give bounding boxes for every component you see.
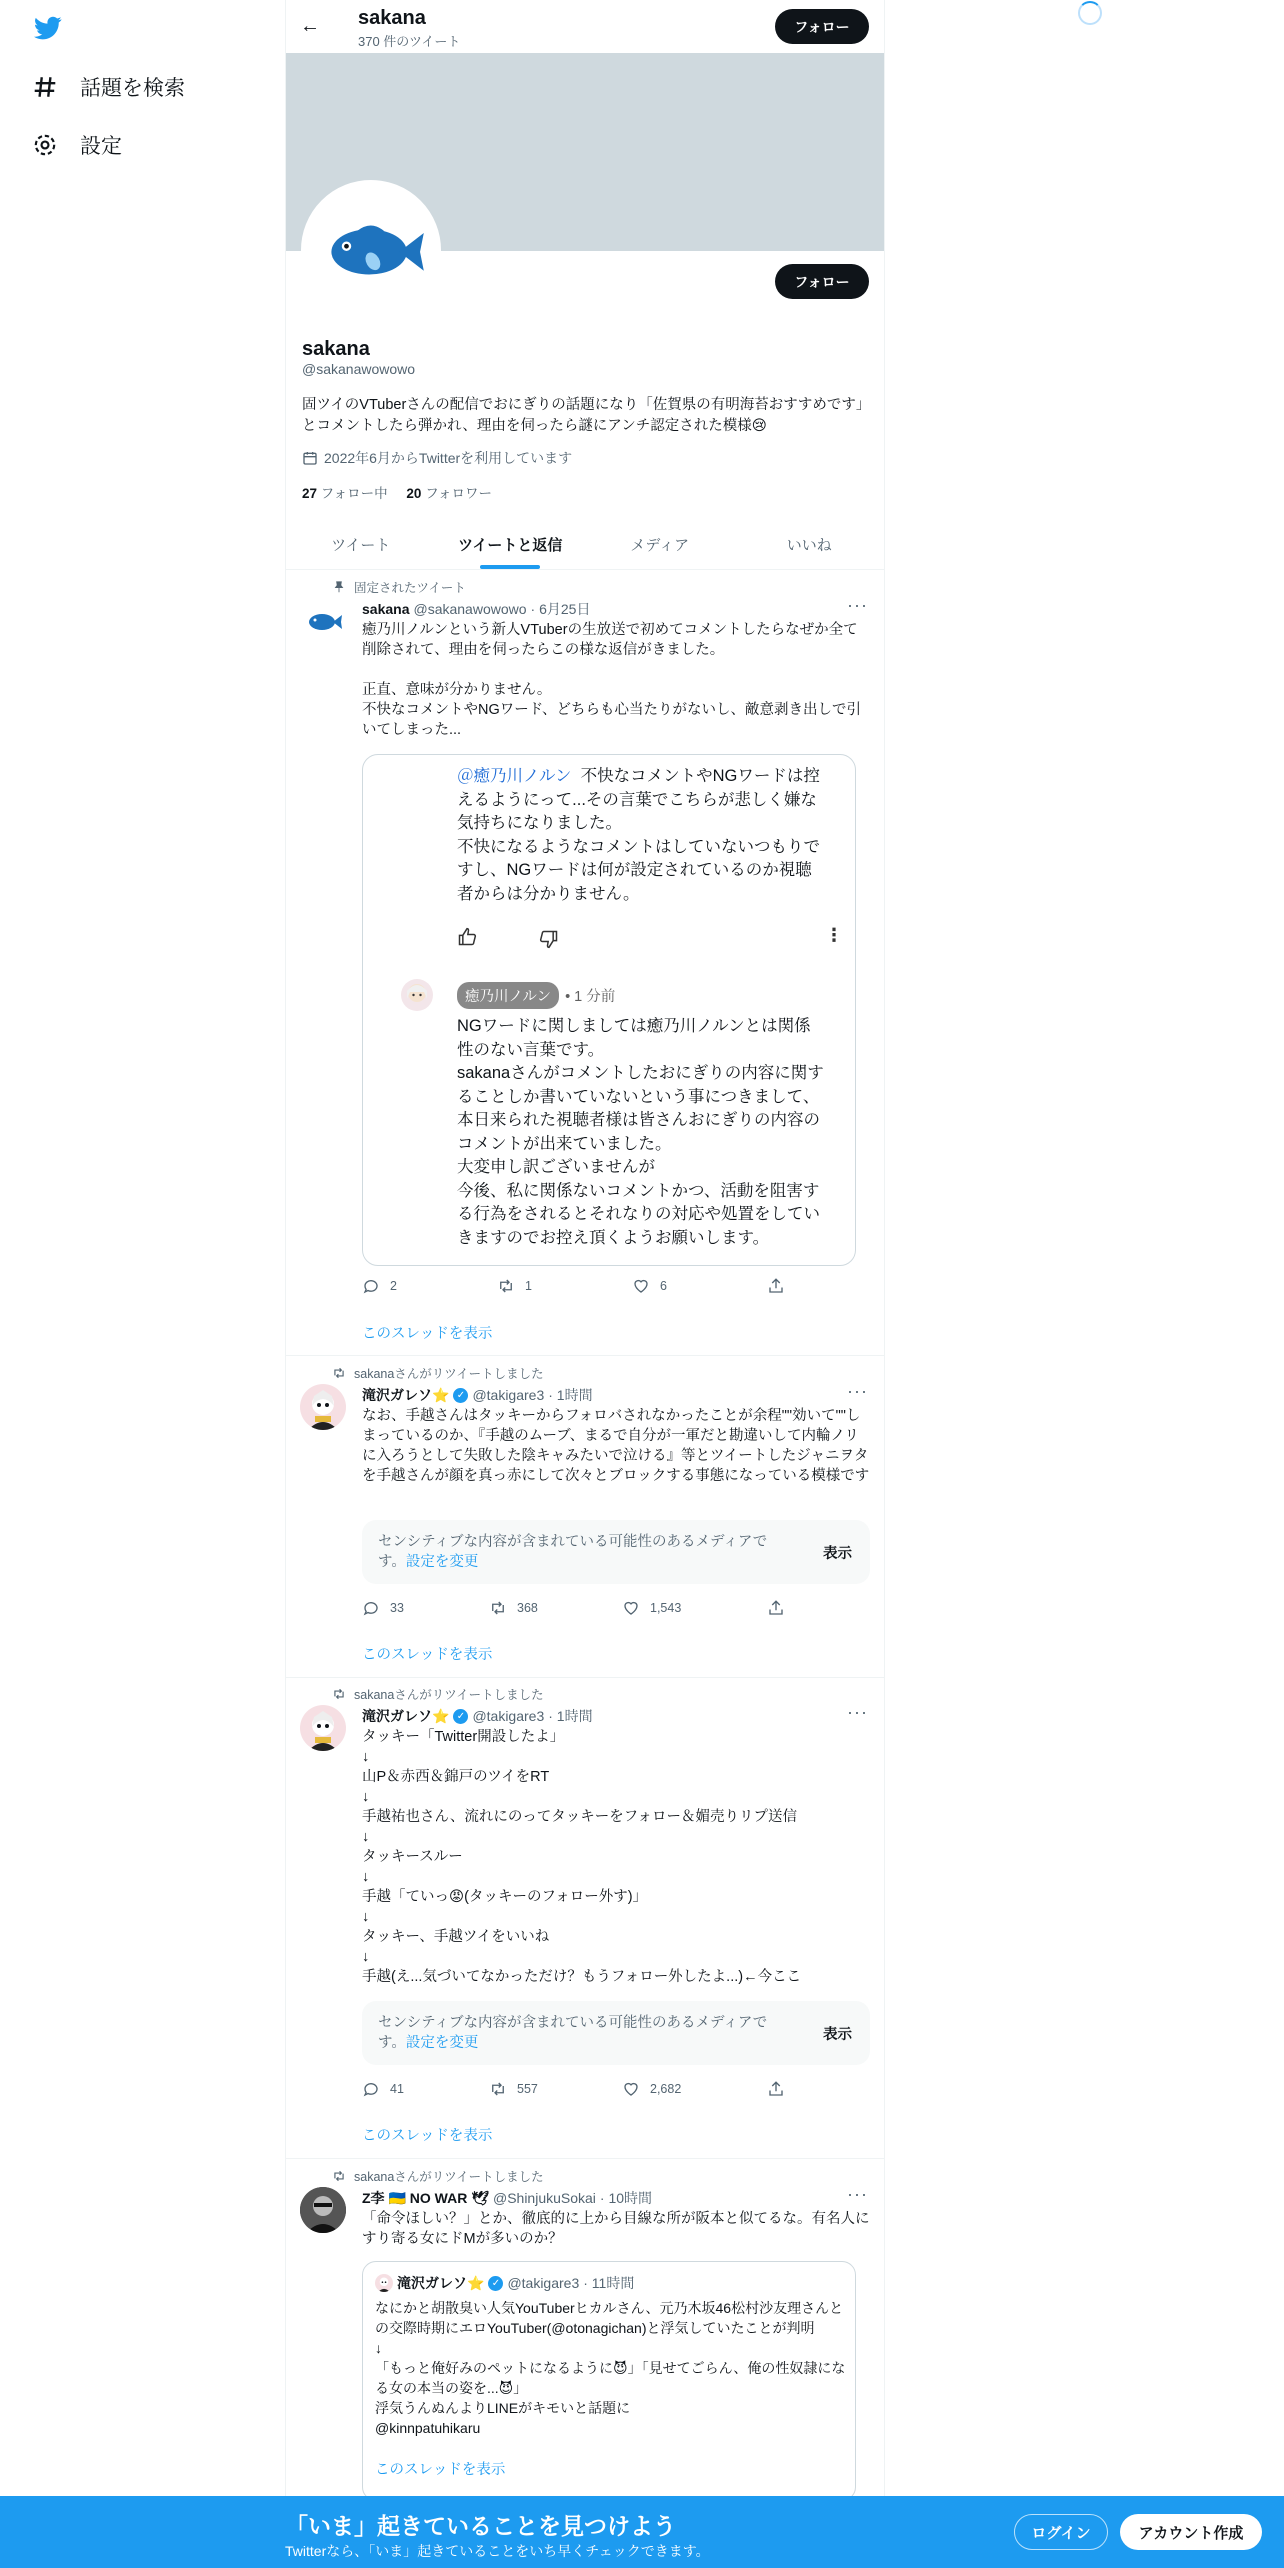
tweet-retweet-3[interactable] — [286, 2160, 884, 2496]
share-icon — [767, 1599, 785, 1617]
pin-icon — [332, 580, 346, 594]
followers-link[interactable] — [406, 486, 492, 501]
tweet-context-label: sakanaさんがリツイートしました — [354, 2170, 544, 2184]
bottom-bar-title: 「いま」起きていることを見つけよう — [285, 2513, 676, 2539]
show-thread-link[interactable]: このスレッドを表示 — [362, 2128, 493, 2144]
share-button[interactable] — [767, 2080, 785, 2098]
image-comment-text: 不快なコメントやNGワードは控えるようにって...その言葉でこちらが悲しく嫌な気持ちになりました。 不快になるようなコメントはしていないつもりですし、NGワードは何が設定されているのか視聴者からは分かりません。 — [457, 767, 820, 903]
retweet-count: 557 — [517, 2082, 538, 2096]
reply-count: 2 — [390, 1279, 397, 1293]
show-thread-link[interactable]: このスレッドを表示 — [362, 1647, 493, 1663]
profile-follow-button[interactable]: フォロー — [775, 264, 869, 299]
share-button[interactable] — [767, 1599, 785, 1617]
verified-badge-icon: ✓ — [488, 2276, 503, 2291]
tweet-author-name[interactable]: 滝沢ガレソ⭐ — [362, 1387, 450, 1403]
change-settings-link[interactable]: 設定を変更 — [405, 2035, 479, 2051]
tab-tweets-replies[interactable]: ツイートと返信 — [436, 520, 586, 569]
retweet-icon — [332, 1366, 346, 1380]
tweet-actions — [362, 1599, 802, 1617]
profile-avatar[interactable] — [301, 180, 441, 320]
heart-icon — [632, 1277, 650, 1295]
tweet-time[interactable]: · 1時間 — [548, 1708, 593, 1724]
sensitive-text — [378, 2013, 788, 2053]
more-icon[interactable]: ··· — [847, 1381, 868, 1401]
reply-icon — [362, 2080, 380, 2098]
sensitive-media-warning — [362, 2001, 870, 2065]
following-link[interactable] — [302, 486, 388, 501]
tweet-actions — [362, 2080, 802, 2098]
header-tweet-count: 370 件のツイート — [358, 34, 461, 49]
nav-explore-label: 話題を検索 — [80, 77, 185, 100]
tweet-text: なお、手越さんはタッキーからフォロバされなかったことが余程""効いて""しまっているのか、『手越のムーブ、まるで自分が一軍だと勘違いして内輪ノリに入ろうとして失敗した陰キャみたいで泣ける』等とツイートしたジャニヲタを手越さんが顔を真っ赤にして次々とブロックする事態になっている模様です — [362, 1408, 870, 1484]
hashtag-icon — [32, 74, 58, 100]
calendar-icon — [302, 450, 318, 466]
garesu-avatar-icon — [300, 1384, 346, 1430]
verified-badge-icon: ✓ — [453, 1709, 468, 1724]
following-label: フォロー中 — [320, 486, 388, 501]
retweet-button[interactable] — [489, 2080, 622, 2098]
avatar[interactable] — [300, 1384, 346, 1430]
reply-button[interactable] — [362, 1277, 497, 1295]
tweet-header — [362, 2188, 652, 2208]
tweet-context — [332, 1364, 544, 1382]
loading-spinner-icon — [1078, 1, 1102, 25]
tweet-text: 「命令ほしい？」とか、徹底的に上から目線な所が阪本と似てるな。有名人にすり寄る女にドMが多いのか？ — [362, 2211, 870, 2247]
share-icon — [767, 1277, 785, 1295]
quote-header — [375, 2273, 634, 2293]
z-li-avatar-icon — [300, 2187, 346, 2233]
retweet-icon — [332, 2169, 346, 2183]
sensitive-media-warning — [362, 1520, 870, 1584]
heart-icon — [622, 1599, 640, 1617]
show-media-button[interactable]: 表示 — [823, 1546, 852, 1562]
thumbs-up-icon — [457, 927, 477, 947]
reply-count: 41 — [390, 2082, 404, 2096]
reply-author-chip: 癒乃川ノルン — [457, 982, 559, 1009]
nav-settings[interactable] — [32, 130, 122, 160]
sensitive-text — [378, 1532, 788, 1572]
more-icon[interactable]: ··· — [847, 595, 868, 615]
profile-joined — [302, 448, 572, 468]
retweet-icon — [332, 1687, 346, 1701]
tweet-author-handle[interactable]: @sakanawowowo — [413, 601, 527, 617]
back-arrow-icon[interactable]: ← — [300, 15, 320, 37]
like-count: 1,543 — [650, 1601, 682, 1615]
quote-time: · 11時間 — [583, 2275, 635, 2291]
tweet-header — [362, 1706, 593, 1726]
profile-handle: @sakanawowowo — [302, 361, 416, 377]
joined-text: 2022年6月からTwitterを利用しています — [324, 450, 573, 466]
profile-tabs — [286, 520, 884, 570]
tweet-author-handle[interactable]: @takigare3 — [472, 1387, 545, 1403]
tab-likes[interactable]: いいね — [786, 537, 832, 554]
reply-button[interactable] — [362, 1599, 489, 1617]
header-name: sakana — [358, 7, 426, 29]
tweet-author-handle[interactable]: @takigare3 — [472, 1708, 545, 1724]
profile-header-bar — [286, 0, 884, 53]
reply-header — [457, 982, 615, 1009]
header-follow-button[interactable]: フォロー — [775, 9, 869, 44]
tweet-context-label: 固定されたツイート — [354, 581, 466, 595]
tweet-image[interactable] — [362, 754, 856, 1266]
vtuber-avatar-icon — [401, 979, 433, 1011]
tweet-context — [332, 2167, 544, 2185]
like-button[interactable] — [622, 1599, 767, 1617]
profile-name: sakana — [302, 338, 370, 360]
kebab-menu-icon: ⋮ — [825, 925, 843, 945]
heart-icon — [622, 2080, 640, 2098]
tweet-time[interactable]: · 10時間 — [599, 2190, 653, 2206]
reply-icon — [362, 1277, 380, 1295]
tweet-text: タッキー「Twitter開設したよ」 ↓ 山P＆赤西＆錦戸のツイをRT ↓ 手越祐也さん、流れにのってタッキーをフォロー＆媚売りリプ送信 ↓ タッキースルー ↓ 手越「ていっ😡(タッキーのフォロー外す)」 ↓ タッキー、手越ツイをいいね ↓ 手越(え...気づいてなかっただけ？もうフォロー外したよ...)←今ここ — [362, 1729, 802, 1985]
twitter-logo-icon[interactable] — [32, 14, 64, 42]
reply-count: 33 — [390, 1601, 404, 1615]
reply-text: NGワードに関しましては癒乃川ノルンとは関係性のない言葉です。 sakanaさんがコメントしたおにぎりの内容に関することしか書いていないという事につきまして、本日来られた視聴者様は皆さんおにぎりの内容のコメントが出来ていました。 大変申し訳ございませんが 今後、私に関係ないコメントかつ、活動を阻害する行為をされるとそれなりの対応や処置をしていきますのでお控え頂くようお願いします。 — [457, 1017, 824, 1247]
bottom-bar-subtitle: Twitterなら、「いま」起きていることをいち早くチェックできます。 — [285, 2543, 710, 2559]
retweet-icon — [489, 2080, 507, 2098]
avatar[interactable] — [300, 2187, 346, 2233]
quoted-tweet[interactable] — [362, 2261, 856, 2501]
quote-show-thread-link[interactable]: このスレッドを表示 — [375, 2462, 506, 2478]
nav-settings-label: 設定 — [80, 135, 122, 158]
reply-avatar — [401, 979, 433, 1011]
share-button[interactable] — [767, 1277, 785, 1295]
share-icon — [767, 2080, 785, 2098]
signup-bottom-bar — [0, 2496, 1284, 2568]
nav-explore[interactable] — [32, 72, 185, 102]
thumbs-down-icon — [539, 929, 559, 949]
show-thread-link[interactable]: このスレッドを表示 — [362, 1326, 493, 1342]
quote-text: なにかと胡散臭い人気YouTuberヒカルさん、元乃木坂46松村沙友理さんとの交際時期にエロYouTuber(@otonagichan)と浮気していたことが判明 ↓ 「もっと俺好みのペットになるように😈」「見せてごらん、俺の性奴隷になる女の本当の姿を...😈」 浮気うんぬんよりLINEがキモいと話題に @kinnpatuhikaru — [375, 2300, 846, 2436]
tweet-author-name[interactable]: 滝沢ガレソ⭐ — [362, 1708, 450, 1724]
tweet-author-name[interactable]: sakana — [362, 601, 410, 617]
tweet-time[interactable]: · 1時間 — [548, 1387, 593, 1403]
followers-label: フォロワー — [425, 486, 493, 501]
quote-author-handle: @takigare3 — [507, 2275, 580, 2291]
fish-icon — [300, 598, 346, 644]
image-comment-mention: ＠癒乃川ノルン — [457, 767, 572, 785]
sensitive-message: センシティブな内容が含まれている可能性のあるメディアです。 — [378, 1534, 768, 1570]
following-count: 27 — [302, 486, 318, 501]
retweet-button[interactable] — [489, 1599, 622, 1617]
retweet-count: 368 — [517, 1601, 538, 1615]
tweet-context — [332, 1685, 544, 1703]
tweet-header — [362, 1385, 593, 1405]
tweet-context — [332, 578, 466, 596]
tweet-header — [362, 599, 590, 619]
reply-button[interactable] — [362, 2080, 489, 2098]
avatar[interactable] — [300, 1705, 346, 1751]
tweet-author-name[interactable]: Z李 🇺🇦 NO WAR 🕊 — [362, 2190, 489, 2206]
quote-avatar — [375, 2274, 393, 2292]
tweet-actions — [362, 1277, 802, 1295]
reply-time: • 1 分前 — [565, 989, 616, 1005]
like-count: 2,682 — [650, 2082, 682, 2096]
fish-icon — [305, 184, 437, 316]
signup-button[interactable]: アカウント作成 — [1120, 2514, 1262, 2550]
tweet-retweet-1[interactable] — [286, 1357, 884, 1678]
like-button[interactable] — [632, 1277, 767, 1295]
tab-media[interactable]: メディア — [630, 537, 690, 554]
quote-author-name: 滝沢ガレソ⭐ — [397, 2275, 485, 2291]
retweet-icon — [497, 1277, 515, 1295]
follow-stats — [302, 482, 492, 502]
profile-bio: 固ツイのVTuberさんの配信でおにぎりの話題になり「佐賀県の有明海苔おすすめです」とコメントしたら弾かれ、理由を伺ったら謎にアンチ認定された模様😢 — [302, 397, 871, 434]
show-media-button[interactable]: 表示 — [823, 2027, 852, 2043]
tweet-pinned[interactable] — [286, 571, 884, 1356]
followers-count: 20 — [406, 486, 422, 501]
more-icon[interactable]: ··· — [847, 2184, 868, 2204]
image-comment — [457, 765, 825, 906]
avatar[interactable] — [300, 598, 346, 644]
more-icon[interactable]: ··· — [847, 1702, 868, 1722]
like-count: 6 — [660, 1279, 667, 1293]
retweet-button[interactable] — [497, 1277, 632, 1295]
garesu-avatar-icon — [300, 1705, 346, 1751]
like-button[interactable] — [622, 2080, 767, 2098]
garesu-avatar-icon — [375, 2274, 393, 2292]
tweet-text: 癒乃川ノルンという新人VTuberの生放送で初めてコメントしたらなぜか全て削除されて、理由を伺ったらこの様な返信がきました。 正直、意味が分かりません。 不快なコメントやNGワード、どちらも心当たりがないし、敵意剥き出しで引いてしまった... — [362, 622, 861, 738]
tweet-context-label: sakanaさんがリツイートしました — [354, 1367, 544, 1381]
reply-icon — [362, 1599, 380, 1617]
tweet-retweet-2[interactable] — [286, 1678, 884, 2159]
login-button[interactable]: ログイン — [1014, 2514, 1108, 2550]
retweet-count: 1 — [525, 1279, 532, 1293]
tweet-context-label: sakanaさんがリツイートしました — [354, 1688, 544, 1702]
tab-tweets[interactable]: ツイート — [331, 537, 391, 554]
sensitive-message: センシティブな内容が含まれている可能性のあるメディアです。 — [378, 2015, 768, 2051]
main-column — [285, 0, 885, 2568]
retweet-icon — [489, 1599, 507, 1617]
tweet-author-handle[interactable]: @ShinjukuSokai — [492, 2190, 596, 2206]
verified-badge-icon: ✓ — [453, 1388, 468, 1403]
gear-icon — [32, 132, 58, 158]
tweet-time[interactable]: · 6月25日 — [530, 601, 591, 617]
change-settings-link[interactable]: 設定を変更 — [405, 1554, 479, 1570]
